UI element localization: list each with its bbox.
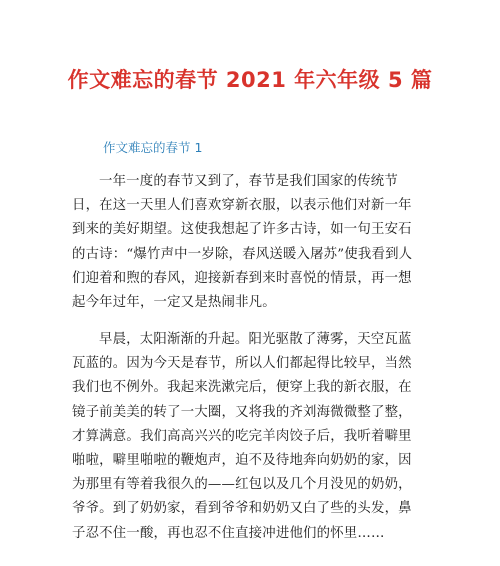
paragraph-2: 早晨，太阳渐渐的升起。阳光驱散了薄雾，天空瓦蓝瓦蓝的。因为今天是春节，所以人们都起得比较早，当然我们也不例外。我起来洗漱完后，便穿上我的新衣服，在镜子前美美的转了一大圈，又将我的齐刘海微微整了整，才算满意。我们高高兴兴的吃完羊肉饺子后，我听着噼里啪啦，噼里啪啦的鞭炮声，迫不及待地奔向奶奶的家，因为那里有等着我很久的——红包以及几个月没见的奶奶，爷爷。到了奶奶家，看到爷爷和奶奶又白了些的头发，鼻子忍不住一酸，再也忍不住直接冲进他们的怀里…… (72, 332, 412, 541)
paragraph-1: 一年一度的春节又到了，春节是我们国家的传统节日，在这一天里人们喜欢穿新衣服，以表示他们对新一年到来的美好期望。这使我想起了许多古诗，如一句王安石的古诗：“爆竹声中一岁除，春风送暖入屠苏”使我看到人们迎着和煦的春风，迎接新春到来时喜悦的情景，再一想起今年过年，一定又是热闹非凡。 (72, 174, 413, 311)
document-title: 作文难忘的春节 2021 年六年级 5 篇 (67, 68, 433, 92)
section-heading: 作文难忘的春节 1 (103, 140, 203, 155)
